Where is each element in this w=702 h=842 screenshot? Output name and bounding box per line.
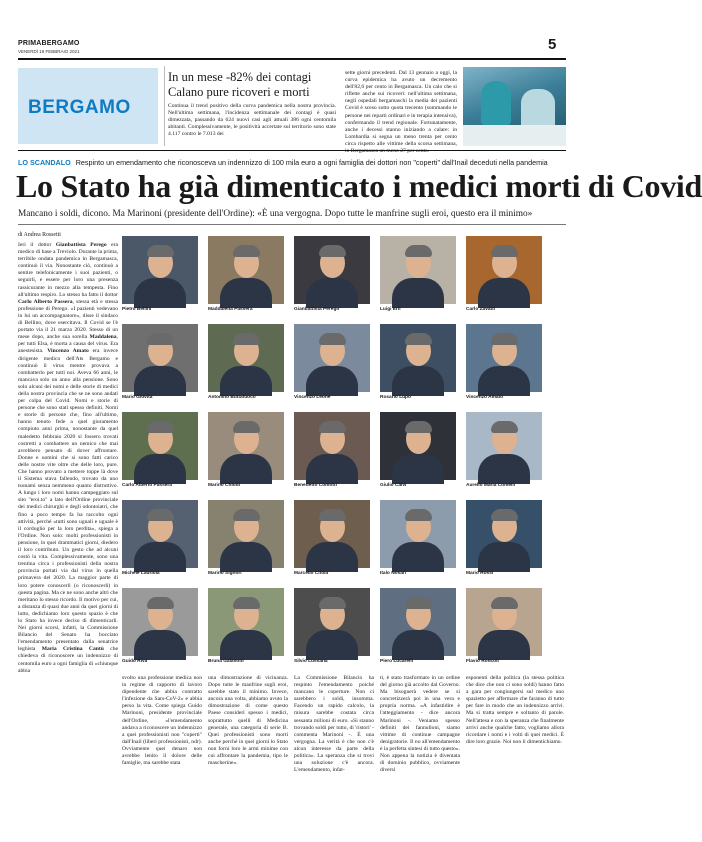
portrait-caption: Silvio Lussana xyxy=(294,659,328,664)
deck-rule xyxy=(18,224,566,225)
portrait-photo xyxy=(294,500,370,568)
portrait-caption: Marcello Cifola xyxy=(294,571,329,576)
column-divider xyxy=(164,66,165,146)
portrait-caption: Rosario Lupo xyxy=(380,395,411,400)
portrait-photo xyxy=(380,588,456,656)
portrait-caption: Piero Lucarelli xyxy=(380,659,414,664)
portrait-caption: Italo Nosari xyxy=(380,571,407,576)
portrait-photo xyxy=(122,588,198,656)
portrait-caption: Michele Lauriola xyxy=(122,571,160,576)
top-article-headline: In un mese -82% dei contagi Calano pure ricoveri e morti xyxy=(168,70,312,99)
byline: di Andrea Rossetti xyxy=(18,232,61,238)
portrait-caption: Pietro Bellini xyxy=(122,307,152,312)
bottom-column-5: esponenti della politica (la stessa politica che dice che non ci sono soldi) hanno fatto a gara per congiungersi sul medico uno spazietto per affermare che faranno di tutto per fare in modo che un indennizzo arrivi. Ma si tratta sempre e soltanto di parole. Nell'attesa e con la speranza che finalmente arrivi anche qualche fatto, vogliamo allora ricordare i nomi e i volti di quei medici. È dire loro grazie. Noi non li dimentichiamo. xyxy=(466,675,564,745)
portrait-photo xyxy=(380,500,456,568)
kicker-label: LO SCANDALO xyxy=(18,158,71,167)
dateline: VENERDÌ 19 FEBBRAIO 2021 xyxy=(18,49,80,54)
portrait-caption: Antonino Buttafuoco xyxy=(208,395,256,400)
portrait-caption: Carlo Alberto Passera xyxy=(122,483,172,488)
portrait-photo xyxy=(208,588,284,656)
portrait-photo xyxy=(208,500,284,568)
portrait-photo xyxy=(466,500,542,568)
portrait-caption: Giulio Calvi xyxy=(380,483,407,488)
deck: Mancano i soldi, dicono. Ma Marinoni (presidente dell'Ordine): «È una vergogna. Dopo tutte le manfrine sugli eroi, questo era il minimo» xyxy=(18,209,533,219)
bottom-column-4: ti, è stato trasformato in un ordine del giorno già accolto dal Governo. Ma bisognerà vedere se si concretizzerà poi in una vera e propria norma. «A infastidire è l'atteggiamento - dice ancora Marinoni -. Veniamo spesso definiti dei fannulloni, siamo vittime di continue campagne denigratorie. Il no all'emendamento è la perfetta sintesi di tutto questo». Non appena la notizia è diventata di dominio pubblico, ovviamente diversi xyxy=(380,675,460,774)
bottom-column-3: La Commissione Bilancio ha respinto l'emendamento poiché mancano le coperture. Non ci sarebbero i soldi, insomma. Facendo un rapido calcolo, la misura sarebbe costata circa sessanta milioni di euro. «Si stanno trovando soldi per tutto, di 'ristori' - commenta Marinoni -. È una vergogna. La verità è che non c'è alcun interesse da parte della politica». La speranza che si trovi una soluzione c'è ancora. L'emendamento, infat- xyxy=(294,675,374,774)
section-rule xyxy=(18,150,566,151)
portrait-photo xyxy=(208,412,284,480)
portrait-photo xyxy=(122,500,198,568)
portrait-photo xyxy=(294,588,370,656)
portrait-caption: Guido Riva xyxy=(122,659,148,664)
bottom-column-2: una dimostrazione di vicinanza. Dopo tutte le manfrine sugli eroi, sarebbe stato il minimo. Invece, ancora una volta, abbiamo avuto la dimostrazione di come questo Paese consideri spesso i medici, soprattutto quelli di Medicina generale, una categoria di serie B. Quei professionisti sono morti anche perché in quei giorni lo Stato non forni loro le armi minime con cui affrontare la pandemia, tipo le mascherine». xyxy=(208,675,288,767)
portrait-caption: Luigi Erli xyxy=(380,307,401,312)
page-number: 5 xyxy=(548,36,557,53)
portrait-photo xyxy=(208,324,284,392)
portrait-photo xyxy=(122,324,198,392)
portrait-caption: Carlo Zavatti xyxy=(466,307,496,312)
top-article-col2: sette giorni precedenti. Dal 13 gennaio a oggi, la curva epidemica ha avuto un decremento dell'82,6 per cento in Bergamasca. Un calo che si riflette anche sui ricoveri: nell'ultima settimana, negli ospedali bergamaschi la media dei pazienti Covid è sceso sotto quota trecento (sommando le persone nei reparti ordinari e in terapia intensiva), confermando il trend regionale. Fortunatamente, anche i decessi stanno iniziando a calare: in Lombardia si segna un meno trenta per cento circa rispetto alle vittime della scorsa settimana, in Bergamasca un meno 27 per cento. xyxy=(345,70,457,155)
portrait-caption: Aurelio Maria Comelli xyxy=(466,483,516,488)
portrait-photo xyxy=(466,324,542,392)
portrait-caption: Gianbattista Perego xyxy=(294,307,340,312)
kicker-text: Respinto un emendamento che riconosceva un indennizzo di 100 mila euro a ogni famiglia dei dottori non "coperti" dall'Inail deceduti nella pandemia xyxy=(75,158,548,167)
portrait-caption: Bruna Galavotti xyxy=(208,659,244,664)
portrait-photo xyxy=(294,324,370,392)
portrait-photo xyxy=(466,236,542,304)
portrait-photo xyxy=(466,412,542,480)
portrait-photo xyxy=(294,236,370,304)
section-title: BERGAMO xyxy=(28,97,131,118)
portrait-caption: Vincenzo Leone xyxy=(294,395,331,400)
header-rule xyxy=(18,58,566,60)
portrait-caption: Flavio Roncoli xyxy=(466,659,499,664)
kicker xyxy=(18,158,566,167)
hospital-photo xyxy=(463,67,566,146)
portrait-photo xyxy=(380,412,456,480)
top-article-col1: Continua il trend positivo della curva pandemica nella nostra provincia. Nell'ultima settimana, l'incidenza settimanale dei contagi è quasi dimezzata, passando da 624 nuovi casi agli attuali 386 ogni centomila abitanti. Complessivamente, le positività accertate sul territorio sono state 4.117 contro le 7.013 dei xyxy=(168,103,336,138)
masthead: PRIMABERGAMO xyxy=(18,40,80,47)
portrait-photo xyxy=(466,588,542,656)
portrait-caption: Mario Giovita xyxy=(122,395,153,400)
portrait-caption: Maddalena Passera xyxy=(208,307,253,312)
portrait-caption: Mario Rossi xyxy=(466,571,494,576)
portrait-photo xyxy=(294,412,370,480)
bottom-column-1: svolto una professione medica non in regime di rapporto di lavoro dipendente che abbia contratto l'infezione da Sars-CoV-2» e abbia perso la vita. Come spiega Guido Marinoni, presidente provinciale dell'Ordine, «l'emendamento andava a riconoscere un indennizzo a quei professionisti non "coperti" dall'Inail (liberi professionisti, ndr). Ovviamente quei denaro non avrebbe lenito il dolore delle famiglie, ma sarebbe stata xyxy=(122,675,202,767)
portrait-photo xyxy=(122,236,198,304)
portrait-caption: Marino Chiodi xyxy=(208,483,240,488)
portrait-photo xyxy=(380,324,456,392)
portrait-photo xyxy=(122,412,198,480)
portrait-caption: Vincenzo Amato xyxy=(466,395,504,400)
portrait-photo xyxy=(208,236,284,304)
portrait-caption: Benedetto Comotti xyxy=(294,483,337,488)
portrait-caption: Marino Signori xyxy=(208,571,242,576)
main-left-column: Ieri il dottor Gianbattista Perego era medico di base a Treviolo. Durante la prima, terribile ondata pandemica in Bergamasca, continuò il via. Nonostante ciò, continuò a sentire telefonicamente i suoi pazienti, o seguirli, e essere per loro una presenza rassicurante in mezzo alla tempesta. Fino all'ultimo respiro. Lo stesso ha fatto il dottor Carlo Alberto Passera, stessa età e stessa professione di Perego. «I pazienti vedevano in lui un accompagnatore», disse il sindaco di Bellino, dove esercitava. Il Covid se l'è portato via il 21 marzo 2020. Stesso di un mese dopo, anche sua sorella Maddalena, per tutti Elsa, è morta a causa del virus. Era anestesista. Vincenzo Amato era invece dirigente medico dell'Ats Bergamo e continuò il virus mentre provava a combatterlo per tutti noi. Aveva 66 anni, le mancava solo un anno alla pensione. Sono solo alcuni dei nomi e delle storie di medici della nostra provincia che se ne sono andati per colpa del Covid. Nomi e storie di persone che sono stati spesso definiti. Nomi e storie di persone che, fino all'ultimo, hanno tenuto fede a quel giuramento compiuto anni prima, nonostante da quel maledetto febbraio 2020 si fossero trovati costretti a combattere un nemico che mai avrebbero pensato di dover affrontare. Donne e uomini che si sono fatti carico delle nostre vite oltre che delle loro, pure. Che hanno provato a mettere toppe là dove il Sistema stava fallendo, trovato da uno tsunami senza nemmeno quanto distruttivo. A lungo i loro nomi hanno campeggiato sul sito "eroi.to" a lato dell'Ordine provinciale dei medici chirurghi e degli odontoiatri, che fino a poco tempo fa ha raccolto ogni attività, perché «tutti sono uguali e uguale è il cordoglio per la loro perdita», spiega a l'Ordine. Non solo: molti professionisti in pensione, in quei drammatici giorni, diedero il loro contributo. Un gesto che ad alcuni costò la vita. Complessivamente, sono una trentina circa i professionisti della nostra provincia portati via dal virus in quella primavera del 2020. La maggior parte di loro potere conoscerli (o riconoscerli) in questa pagina. Ma ce ne sono anche altri che meritano lo stesso ricordo. Il motivo per cui, a distanza di quasi due anni da quei giorni di lutto, dedichiamo loro questo spazio è che lo Stato ha invece deciso di dimenticarli. Nei giorni scorsi, infatti, la Commissione Bilancio del Senato ha bocciato l'emendamento presentato dalla senatrice leghista Maria Cristina Cantù che chiedeva di riconoscere un indennizzo di centomila euro a ogni famiglia di «chiunque abbia xyxy=(18,242,118,674)
portrait-photo xyxy=(380,236,456,304)
main-headline: Lo Stato ha già dimenticato i medici morti di Covid xyxy=(16,168,702,204)
